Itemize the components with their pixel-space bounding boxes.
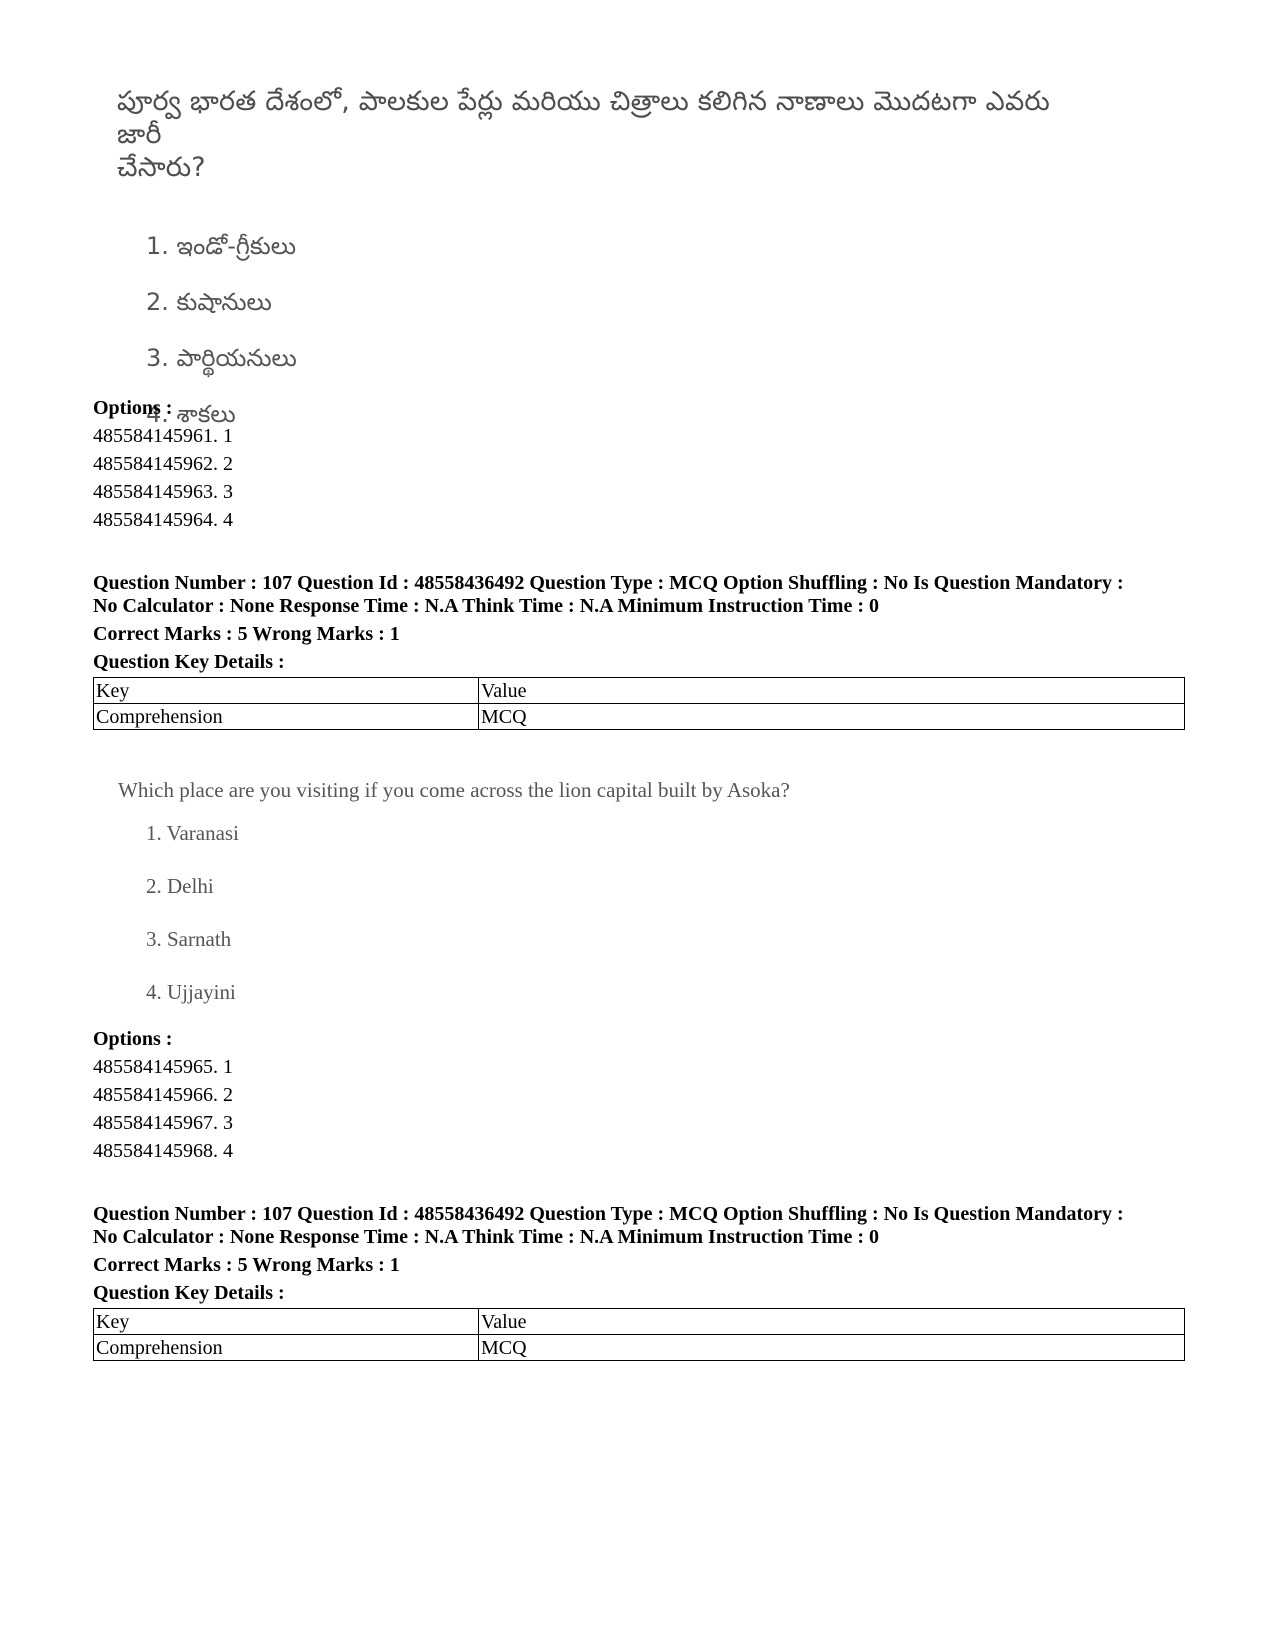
options-heading: Options :	[93, 397, 173, 419]
table-header-row	[94, 678, 1185, 704]
options-heading: Options :	[93, 1028, 173, 1050]
question-text-line-2: చేసారు?	[117, 152, 206, 183]
table-cell: MCQ	[479, 704, 1185, 730]
question-meta-line-2: No Calculator : None Response Time : N.A Think Time : N.A Minimum Instruction Time : 0	[93, 595, 879, 617]
key-details-table	[93, 677, 1185, 730]
table-header-value: Value	[479, 1309, 1185, 1335]
question-meta-line-2: No Calculator : None Response Time : N.A Think Time : N.A Minimum Instruction Time : 0	[93, 1226, 879, 1248]
marks-line: Correct Marks : 5 Wrong Marks : 1	[93, 623, 400, 645]
option-id-line: 485584145963. 3	[93, 481, 233, 503]
question-option-1: 1. ఇండో-గ్రీకులు	[146, 232, 297, 260]
question-text-line-1: పూర్వ భారత దేశంలో, పాలకుల పేర్లు మరియు చిత్రాలు కలిగిన నాణాలు మొదటగా ఎవరు జారీ	[117, 86, 1050, 150]
table-cell: Comprehension	[94, 704, 479, 730]
option-id-line: 485584145962. 2	[93, 453, 233, 475]
option-id-line: 485584145965. 1	[93, 1056, 233, 1078]
question-text: Which place are you visiting if you come across the lion capital built by Asoka?	[118, 778, 790, 802]
key-details-heading: Question Key Details :	[93, 1282, 285, 1304]
question-option-1: 1. Varanasi	[146, 821, 239, 845]
table-row	[94, 704, 1185, 730]
option-id-line: 485584145966. 2	[93, 1084, 233, 1106]
marks-line: Correct Marks : 5 Wrong Marks : 1	[93, 1254, 400, 1276]
question-option-4: 4. Ujjayini	[146, 980, 236, 1004]
table-cell: MCQ	[479, 1335, 1185, 1361]
table-header-key: Key	[94, 678, 479, 704]
option-id-line: 485584145961. 1	[93, 425, 233, 447]
option-id-line: 485584145967. 3	[93, 1112, 233, 1134]
question-meta-line-1: Question Number : 107 Question Id : 48558436492 Question Type : MCQ Option Shuffling : No Is Question Mandatory :	[93, 1203, 1124, 1225]
question-option-3: 3. Sarnath	[146, 927, 232, 951]
english-question-image	[118, 777, 1018, 1004]
table-row	[94, 1335, 1185, 1361]
table-header-row	[94, 1309, 1185, 1335]
question-option-2: 2. కుషానులు	[146, 288, 272, 316]
option-id-line: 485584145964. 4	[93, 509, 233, 531]
question-meta-line-1: Question Number : 107 Question Id : 48558436492 Question Type : MCQ Option Shuffling : No Is Question Mandatory :	[93, 572, 1124, 594]
table-header-value: Value	[479, 678, 1185, 704]
option-id-line: 485584145968. 4	[93, 1140, 233, 1162]
key-details-heading: Question Key Details :	[93, 651, 285, 673]
question-option-2: 2. Delhi	[146, 874, 214, 898]
question-option-4: 4. శాకలు	[146, 400, 236, 428]
table-header-key: Key	[94, 1309, 479, 1335]
question-option-3: 3. పార్థియనులు	[146, 344, 297, 372]
table-cell: Comprehension	[94, 1335, 479, 1361]
key-details-table	[93, 1308, 1185, 1361]
